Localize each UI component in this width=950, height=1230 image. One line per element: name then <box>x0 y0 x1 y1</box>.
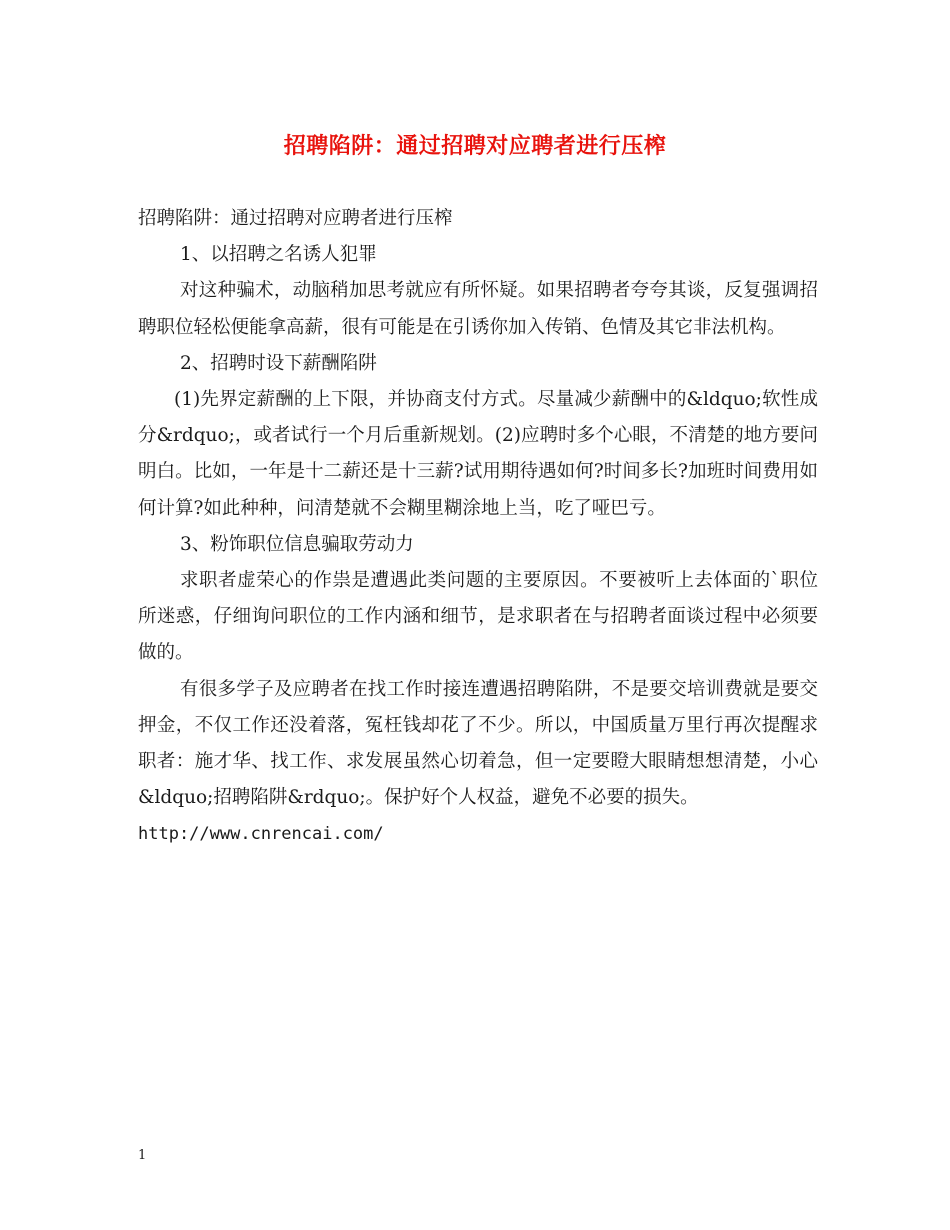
page-number: 1 <box>138 1148 147 1163</box>
source-url: http://www.cnrencai.com/ <box>138 824 384 845</box>
section-heading-3: 3、粉饰职位信息骗取劳动力 <box>180 533 414 555</box>
section-paragraph-3: 求职者虚荣心的作祟是遭遇此类问题的主要原因。不要被听上去体面的`职位所迷惑，仔细询问职位的工作内涵和细节，是求职者在与招聘者面谈过程中必须要做的。 <box>138 570 818 664</box>
subtitle-paragraph: 招聘陷阱：通过招聘对应聘者进行压榨 <box>138 208 453 229</box>
section-paragraph-2: (1)先界定薪酬的上下限，并协商支付方式。尽量减少薪酬中的&ldquo;软性成分&rdquo;，或者试行一个月后重新规划。(2)应聘时多个心眼，不清楚的地方要问明白。比如，一年是十二薪还是十三薪?试用期待遇如何?时间多长?加班时间费用如何计算?如此种种，问清楚就不会糊里糊涂地上当，吃了哑巴亏。 <box>138 389 818 519</box>
section-heading-2: 2、招聘时设下薪酬陷阱 <box>180 352 377 374</box>
document-title: 招聘陷阱：通过招聘对应聘者进行压榨 <box>283 133 667 159</box>
section-paragraph-1: 对这种骗术，动脑稍加思考就应有所怀疑。如果招聘者夸夸其谈，反复强调招聘职位轻松便能拿高薪，很有可能是在引诱你加入传销、色情及其它非法机构。 <box>138 280 818 338</box>
closing-paragraph: 有很多学子及应聘者在找工作时接连遭遇招聘陷阱，不是要交培训费就是要交押金，不仅工作还没着落，冤枉钱却花了不少。所以，中国质量万里行再次提醒求职者：施才华、找工作、求发展虽然心切着急，但一定要瞪大眼睛想想清楚，小心&ldquo;招聘陷阱&rdquo;。保护好个人权益，避免不必要的损失。 <box>138 678 818 809</box>
document-body <box>138 201 818 853</box>
section-heading-1: 1、以招聘之名诱人犯罪 <box>180 244 377 266</box>
